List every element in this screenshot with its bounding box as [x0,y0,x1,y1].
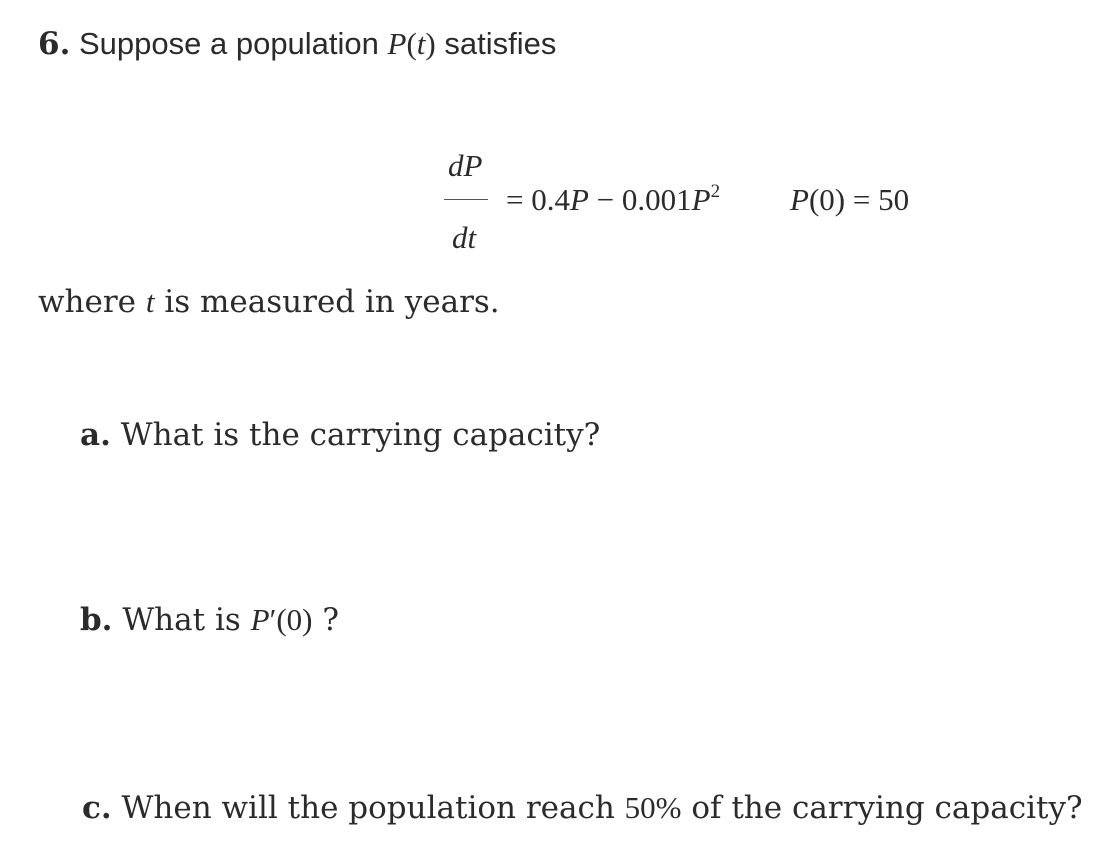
problem-heading [38,28,556,60]
units-before: where [38,284,146,320]
part-b-text: What is [112,602,251,638]
initial-condition-P: P [790,182,809,217]
initial-condition-value: (0) = 50 [808,182,910,217]
part-a-label: a. [80,417,111,453]
part-c-question [82,792,1083,824]
units-variable: t [145,284,155,319]
rhs-P-term: P [569,182,589,217]
part-b-question [80,604,339,636]
time-variable: t [416,26,426,61]
rhs-minus-coeff: − 0.001 [588,182,692,217]
fraction-denominator: dt [452,220,477,255]
part-c-after: of the carrying capacity? [681,790,1083,826]
part-a-text: What is the carrying capacity? [110,417,601,453]
units-after: is measured in years. [154,284,500,320]
units-statement [38,286,500,318]
fraction-bar [444,199,488,200]
part-b-function: P [250,602,270,637]
part-a-question [80,417,601,453]
problem-intro-suffix: satisfies [435,26,557,61]
paren-open: ( [406,26,417,61]
rhs-P-squared-base: P [691,182,711,217]
initial-condition [790,184,909,215]
part-c-label: c. [82,790,112,826]
part-b-prime-arg: ′(0) [269,602,313,637]
problem-number: 6. [38,26,71,62]
equation-right-side [506,181,721,217]
part-c-percent: 50% [624,790,682,825]
part-b-label: b. [80,602,113,638]
paren-close: ) [425,26,436,61]
fraction-numerator: dP [448,148,483,183]
rhs-exponent: 2 [710,181,721,202]
population-function: P [387,26,407,61]
part-b-after: ? [312,602,339,638]
problem-intro-text: Suppose a population [70,26,388,61]
part-c-before: When will the population reach [111,790,625,826]
rhs-equals-coeff: = 0.4 [506,182,570,217]
